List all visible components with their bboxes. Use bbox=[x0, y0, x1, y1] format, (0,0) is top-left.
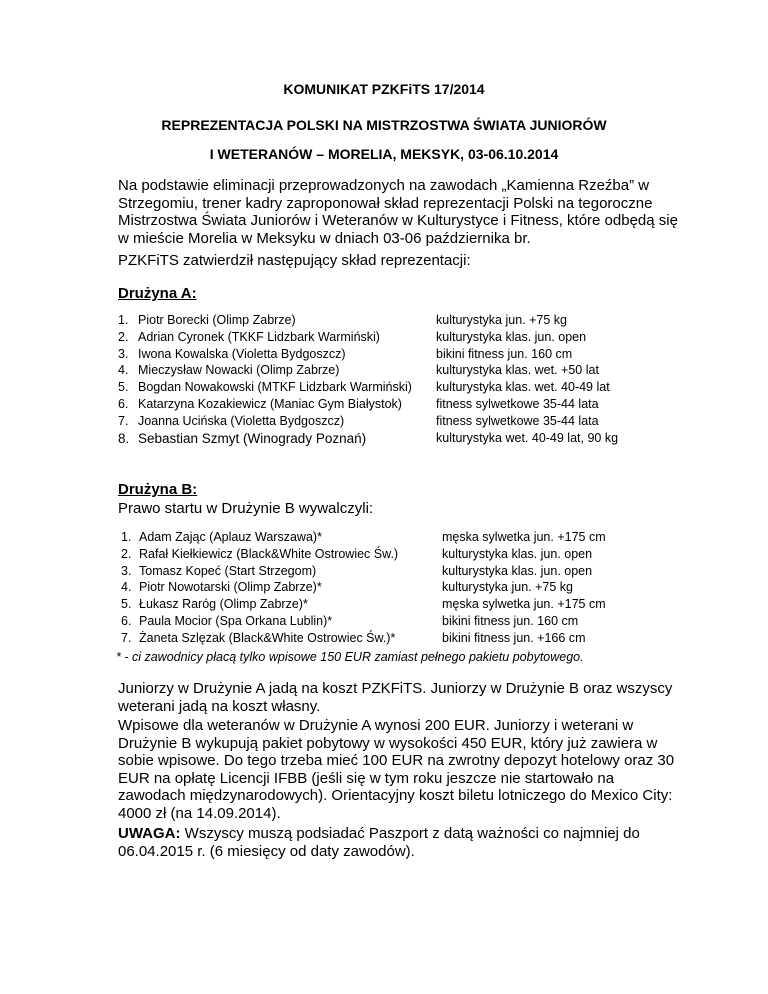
team-a-heading: Drużyna A: bbox=[118, 285, 197, 302]
approval-paragraph: PZKFiTS zatwierdził następujący skład reprezentacji: bbox=[118, 252, 471, 269]
notice-text: Wszyscy muszą podsiadać Paszport z datą ważności co najmniej do 06.04.2015 r. (6 miesięcy od daty zawodów). bbox=[118, 825, 640, 860]
list-item: 3. Tomasz Kopeć (Start Strzegom) kulturystyka klas. jun. open bbox=[121, 563, 593, 578]
list-item: 8. Sebastian Szmyt (Winogrady Poznań) kulturystyka wet. 40-49 lat, 90 kg bbox=[118, 430, 619, 446]
document-subtitle-2: I WETERANÓW – MORELIA, MEKSYK, 03-06.10.2014 bbox=[209, 146, 559, 162]
team-b-list bbox=[118, 530, 678, 648]
list-item: 6. Katarzyna Kozakiewicz (Maniac Gym Białystok) fitness sylwetkowe 35-44 lata bbox=[118, 396, 599, 411]
list-item: 4. Piotr Nowotarski (Olimp Zabrze)* kulturystyka jun. +75 kg bbox=[121, 580, 573, 595]
list-item: 7. Żaneta Szlęzak (Black&White Ostrowiec Św.)* bikini fitness jun. +166 cm bbox=[121, 630, 586, 645]
team-a-list bbox=[118, 313, 678, 447]
team-b-heading: Drużyna B: bbox=[118, 481, 198, 498]
team-b-subheading: Prawo startu w Drużynie B wywalczyli: bbox=[118, 500, 374, 517]
costs-paragraph-2: Wpisowe dla weteranów w Drużynie A wynosi 200 EUR. Juniorzy i weterani w Drużynie B wykupują pakiet pobytowy w wysokości 450 EUR, który już zawiera w sobie wpisowe. Do tego trzeba mieć 100 EUR na zwrotny depozyt hotelowy oraz 30 EUR na opłatę Licencji IFBB (jeśli się w tym roku jeszcze nie startowało na zawodach międzynarodowych). Orientacyjny koszt biletu lotniczego do Mexico City: 4000 zł (na 14.09.2014). bbox=[118, 717, 675, 822]
list-item: 6. Paula Mocior (Spa Orkana Lublin)* bikini fitness jun. 160 cm bbox=[121, 613, 579, 628]
list-item: 1. Adam Zając (Aplauz Warszawa)* męska sylwetka jun. +175 cm bbox=[121, 530, 606, 544]
list-item: 2. Adrian Cyronek (TKKF Lidzbark Warmiński) kulturystyka klas. jun. open bbox=[118, 329, 587, 344]
team-b-footnote: * - ci zawodnicy płacą tylko wpisowe 150 EUR zamiast pełnego pakietu pobytowego. bbox=[116, 650, 584, 664]
list-item: 7. Joanna Ucińska (Violetta Bydgoszcz) fitness sylwetkowe 35-44 lata bbox=[118, 413, 599, 428]
costs-paragraph-1: Juniorzy w Drużynie A jadą na koszt PZKFiTS. Juniorzy w Drużynie B oraz wszyscy weterani jadą na koszt własny. bbox=[118, 680, 673, 715]
list-item: 5. Bogdan Nowakowski (MTKF Lidzbark Warmiński) kulturystyka klas. wet. 40-49 lat bbox=[118, 380, 610, 395]
document-title: KOMUNIKAT PZKFiTS 17/2014 bbox=[283, 81, 485, 97]
intro-paragraph: Na podstawie eliminacji przeprowadzonych na zawodach „Kamienna Rzeźba” w Strzegomiu, trener kadry zaproponował skład reprezentacji Polski na tegoroczne Mistrzostwa Świata Juniorów i Weteranów w Kulturystyce i Fitness, które odbędą się w mieście Morelia w Meksyku w dniach 03-06 października br. bbox=[118, 177, 678, 247]
list-item: 4. Mieczysław Nowacki (Olimp Zabrze) kulturystyka klas. wet. +50 lat bbox=[118, 363, 599, 378]
list-item: 1. Piotr Borecki (Olimp Zabrze) kulturystyka jun. +75 kg bbox=[118, 313, 567, 327]
document-subtitle: REPREZENTACJA POLSKI NA MISTRZOSTWA ŚWIATA JUNIORÓW bbox=[161, 117, 607, 133]
list-item: 3. Iwona Kowalska (Violetta Bydgoszcz) bikini fitness jun. 160 cm bbox=[118, 346, 573, 361]
notice-label: UWAGA: bbox=[118, 825, 181, 842]
list-item: 2. Rafał Kiełkiewicz (Black&White Ostrowiec Św.) kulturystyka klas. jun. open bbox=[121, 546, 593, 561]
list-item: 5. Łukasz Raróg (Olimp Zabrze)* męska sylwetka jun. +175 cm bbox=[121, 597, 606, 612]
notice-paragraph bbox=[118, 825, 678, 860]
